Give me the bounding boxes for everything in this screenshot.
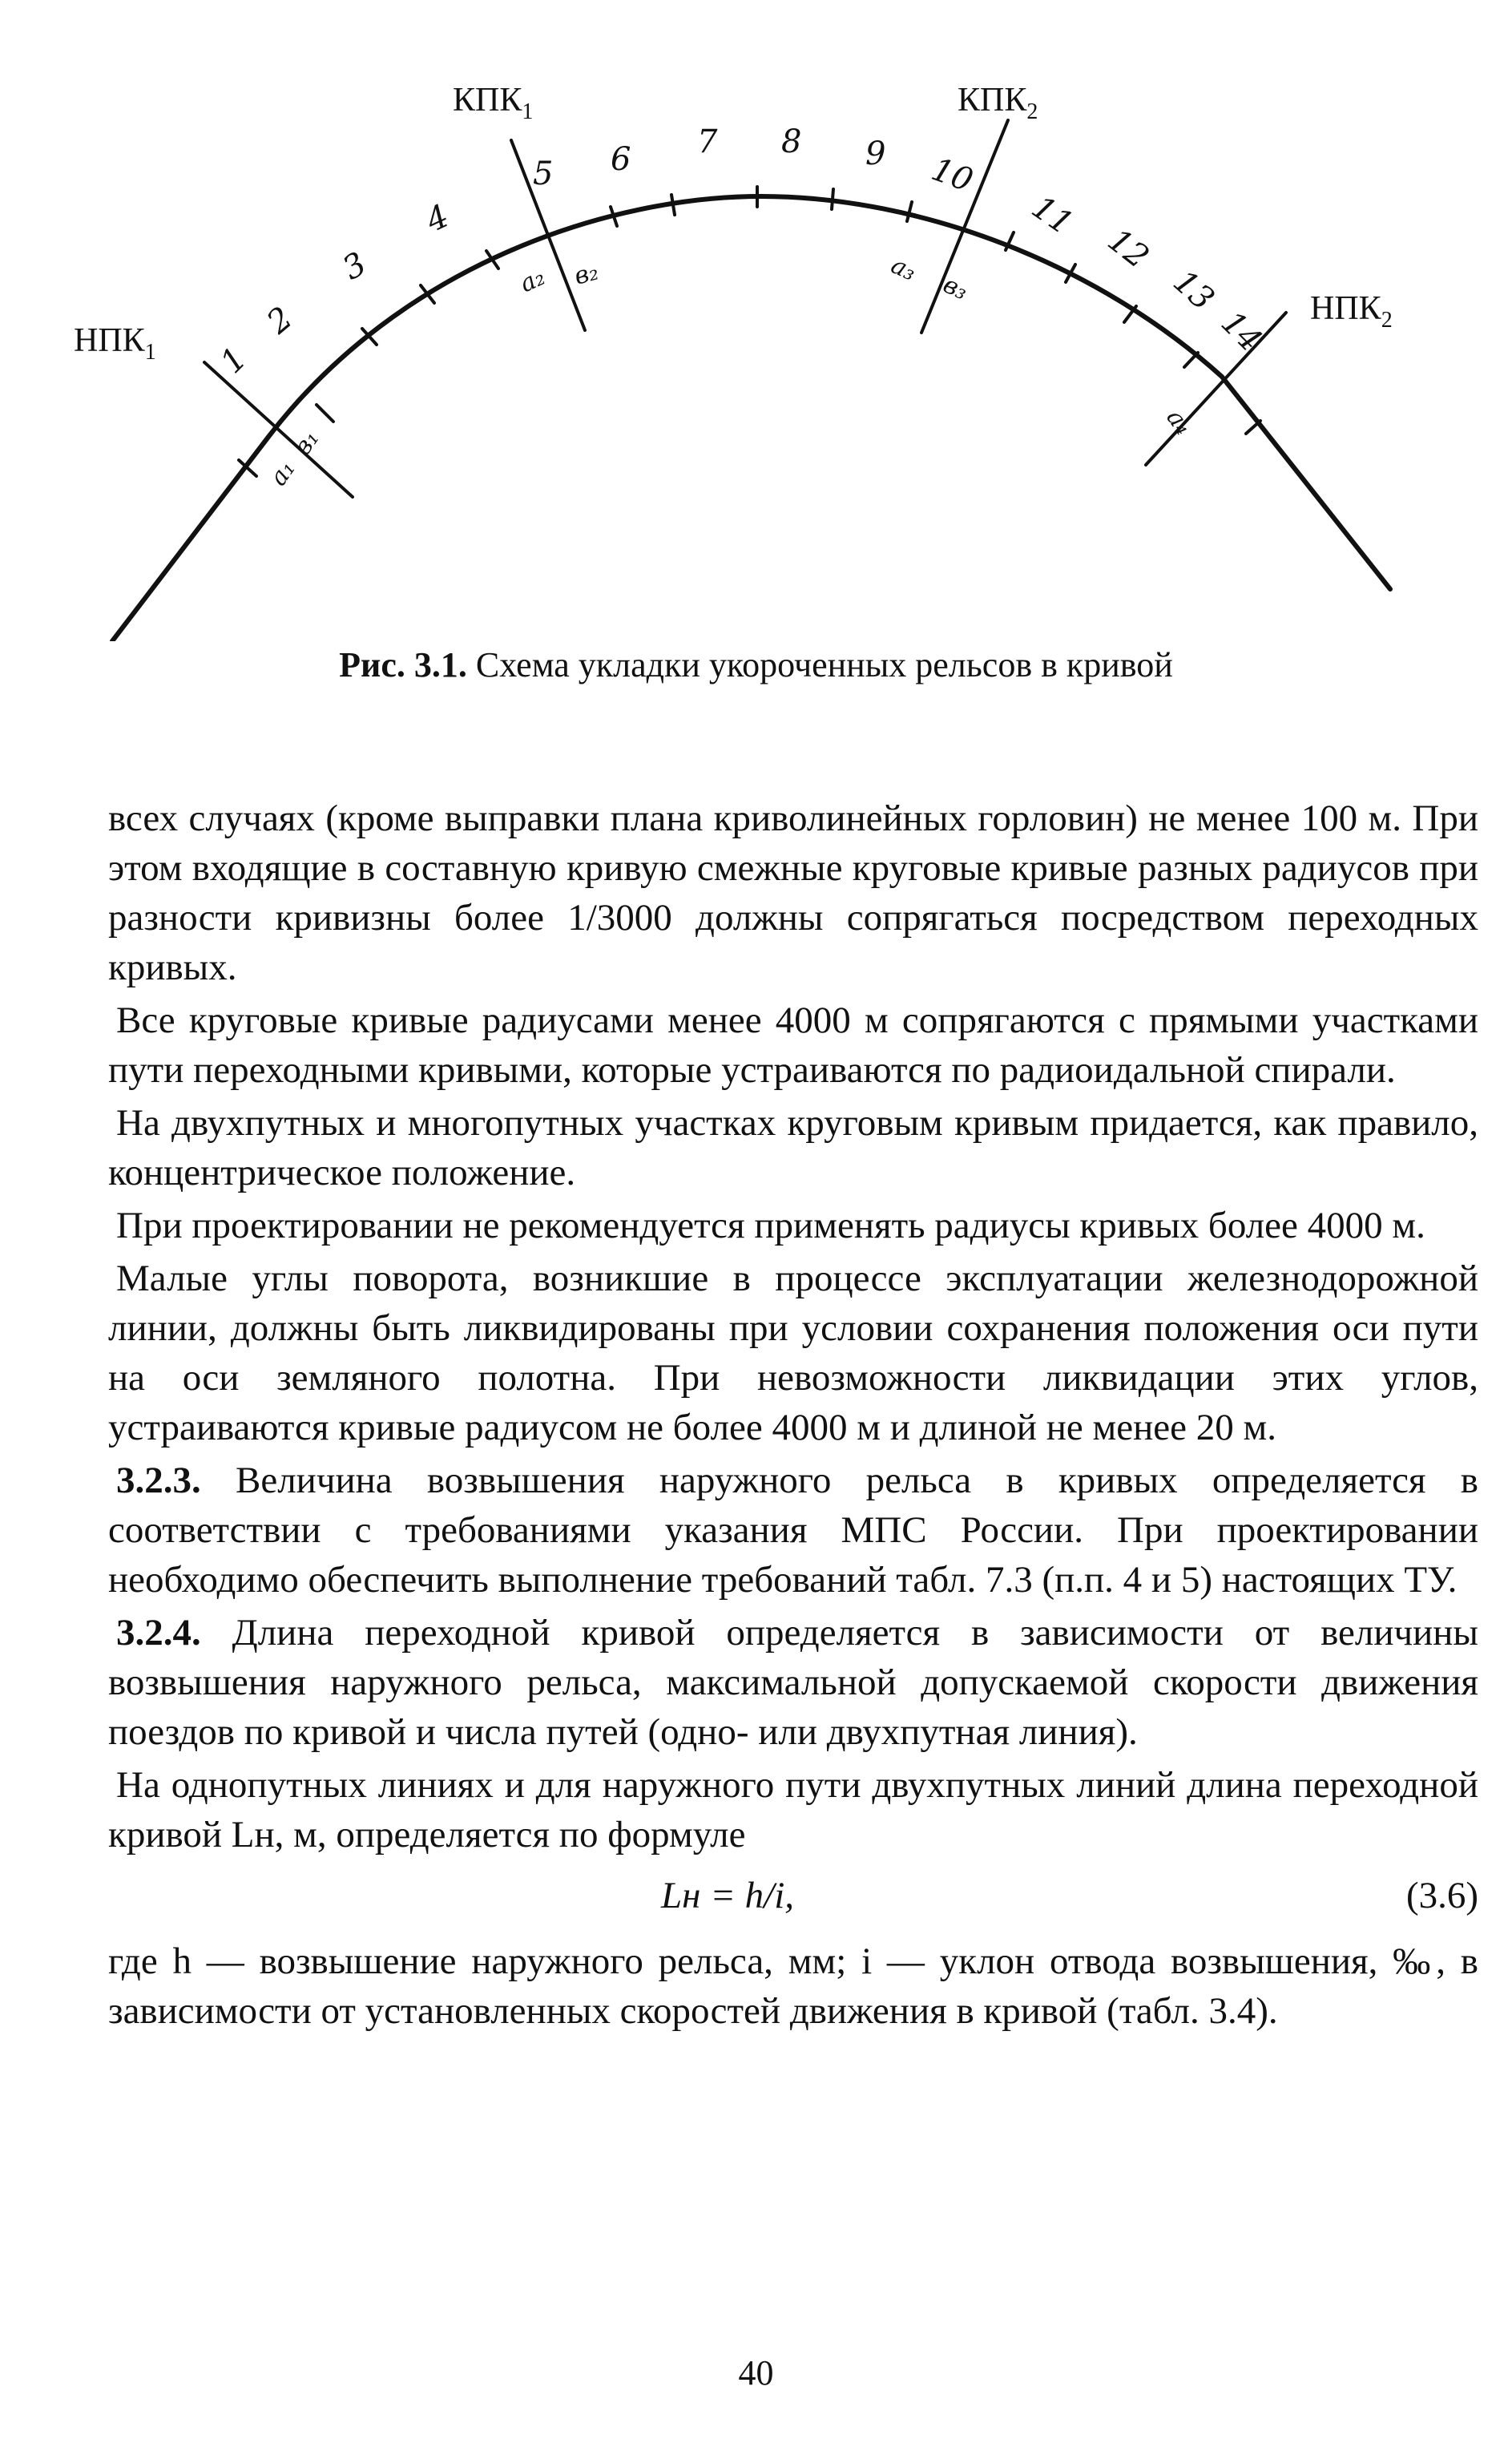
section-number-324: 3.2.4. (116, 1612, 201, 1654)
npk2-label: $НПК_2$ (1310, 290, 1393, 333)
figure-caption-text: Схема укладки укороченных рельсов в кривой (466, 645, 1173, 684)
offset-a2: a₂ (515, 262, 550, 299)
body-text (108, 793, 1478, 2039)
npk1-label: $НПК_1$ (74, 322, 156, 365)
rail-number-10: 10 (926, 151, 978, 200)
joint-tick (671, 195, 675, 215)
rail-number-2: 2 (260, 300, 300, 341)
rail-number-3: 3 (337, 245, 373, 288)
formula-number: (3.6) (1405, 1875, 1478, 1916)
offset-b1: в₁ (288, 425, 325, 461)
paragraph-8: На однопутных линиях и для наружного пути двухпутных линий длина переходной кривой Lн, м, определяется по формуле (108, 1764, 1478, 1855)
rail-number-1: 1 (213, 340, 255, 382)
rail-number-9: 9 (865, 135, 886, 172)
offset-a3: a₃ (886, 251, 921, 287)
offset-a4: a₄ (1160, 404, 1198, 441)
paragraph-3: На двухпутных и многопутных участках круговым кривым придается, как правило, концентрическое положение. (108, 1102, 1478, 1193)
paragraph-4: При проектировании не рекомендуется применять радиусы кривых более 4000 м. (116, 1205, 1425, 1246)
figure-caption (0, 641, 1512, 689)
kpk2-label: $КПК_2$ (958, 82, 1038, 124)
offset-b3: в₃ (938, 270, 973, 306)
formula-3-6 (108, 1866, 1478, 1930)
paragraph-5: Малые углы поворота, возникшие в процессе эксплуатации железнодорожной линии, должны быть ликвидированы при условии сохранения положения оси пути на оси земляного полотна. При невозможности ликвидации этих углов, устраиваются кривые радиусом не более 4000 м и длиной не менее 20 м. (108, 1258, 1478, 1448)
page-number: 40 (738, 2353, 774, 2393)
figure-caption-number: Рис. 3.1. (339, 645, 467, 684)
joint-tick (907, 202, 912, 221)
joint-tick (832, 189, 833, 209)
rail-curve (112, 196, 1390, 641)
rail-number-14: 14 (1213, 304, 1269, 360)
rail-number-7: 7 (697, 123, 718, 160)
offset-b2: в₂ (571, 257, 602, 291)
offset-a1: a₁ (264, 455, 301, 491)
paragraph-1: всех случаях (кроме выправки плана криволинейных горловин) не менее 100 м. При этом входящие в составную кривую смежные круговые кривые разных радиусов при разности кривизны более 1/3000 должны сопрягаться посредством переходных кривых. (108, 798, 1478, 988)
formula-expression: Lн = h/i, (661, 1875, 795, 1916)
kpk2-boundary-line (921, 120, 1008, 333)
rail-number-11: 11 (1025, 188, 1080, 243)
rail-number-13: 13 (1166, 263, 1221, 318)
joint-tick (1246, 421, 1260, 434)
rail-number-4: 4 (420, 197, 455, 240)
rail-number-6: 6 (611, 141, 631, 178)
joint-tick (1184, 353, 1198, 367)
rail-number-12: 12 (1100, 221, 1156, 277)
joint-tick (317, 405, 333, 422)
section-number-323: 3.2.3. (116, 1460, 201, 1501)
paragraph-323: 3.2.3. Величина возвышения наружного рельса в кривых определяется в соответствии с требованиями указания МПС России. При проектировании необходимо обеспечить выполнение требований табл. 7.3 (п.п. 4 и 5) настоящих ТУ. (108, 1460, 1478, 1601)
rail-number-5: 5 (533, 155, 554, 192)
paragraph-324: 3.2.4. Длина переходной кривой определяется в зависимости от величины возвышения наружного рельса, максимальной допускаемой скорости движения поездов по кривой и числа путей (одно- или двухпутная линия). (108, 1612, 1478, 1753)
rail-number-8: 8 (781, 123, 802, 160)
paragraph-2: Все круговые кривые радиусами менее 4000 м сопрягаются с прямыми участками пути переходными кривыми, которые устраиваются по радиоидальной спирали. (108, 999, 1478, 1091)
paragraph-9: где h — возвышение наружного рельса, мм; i — уклон отвода возвышения, ‰, в зависимости от установленных скоростей движения в кривой (табл. 3.4). (108, 1940, 1478, 2032)
kpk1-label: $КПК_1$ (453, 82, 534, 124)
rail-layout-diagram (0, 0, 1512, 641)
